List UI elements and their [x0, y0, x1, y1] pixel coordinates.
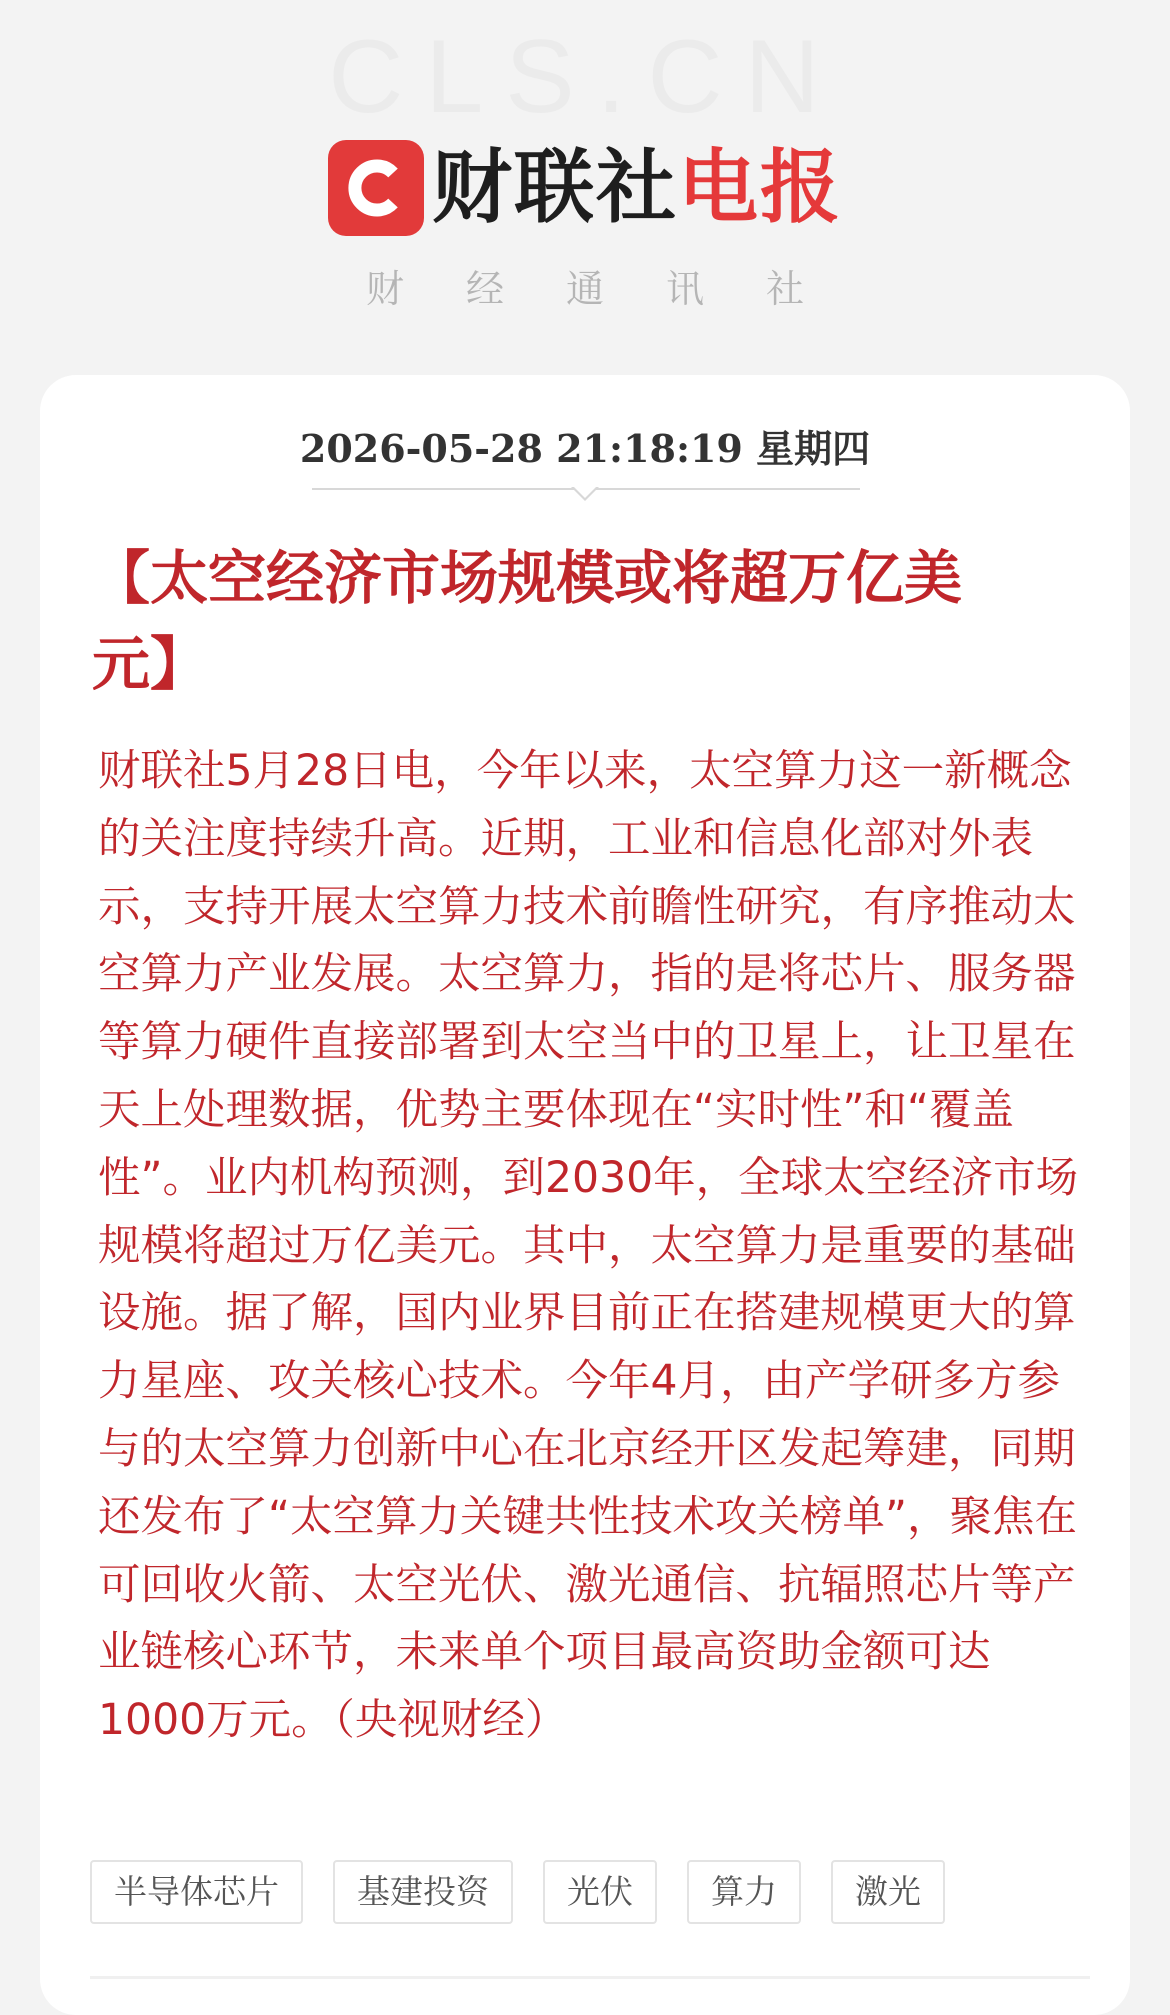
- tag-list: [90, 1860, 945, 1924]
- article-body: 财联社5月28日电，今年以来，太空算力这一新概念的关注度持续升高。近期，工业和信息化部对外表示，支持开展太空算力技术前瞻性研究，有序推动太空算力产业发展。太空算力，指的是将芯片、服务器等算力硬件直接部署到太空当中的卫星上，让卫星在天上处理数据，优势主要体现在“实时性”和“覆盖性”。业内机构预测，到2030年，全球太空经济市场规模将超过万亿美元。其中，太空算力是重要的基础设施。据了解，国内业界目前正在搭建规模更大的算力星座、攻关核心技术。今年4月，由产学研多方参与的太空算力创新中心在北京经开区发起筹建，同期还发布了“太空算力关键共性技术攻关榜单”，聚焦在可回收火箭、太空光伏、激光通信、抗辐照芯片等产业链核心环节，未来单个项目最高资助金额可达1000万元。（央视财经）: [98, 747, 1079, 1746]
- brand-telegraph: 电报: [678, 141, 842, 234]
- article-headline: 【太空经济市场规模或将超万亿美元】: [92, 544, 963, 698]
- brand-tagline: 财经通讯社: [365, 267, 866, 311]
- brand-name: 财联社: [432, 141, 678, 234]
- bottom-divider: [90, 1976, 1090, 1979]
- tag-laser[interactable]: 激光: [831, 1860, 945, 1924]
- tag-semiconductor-chips[interactable]: 半导体芯片: [90, 1860, 303, 1924]
- tag-infrastructure-investment[interactable]: 基建投资: [333, 1860, 513, 1924]
- watermark-text: CLS.CN: [328, 19, 842, 135]
- tag-computing-power[interactable]: 算力: [687, 1860, 801, 1924]
- article-datetime: 2026-05-28 21:18:19 星期四: [299, 426, 871, 471]
- tag-photovoltaic[interactable]: 光伏: [543, 1860, 657, 1924]
- cls-logo-icon: [328, 140, 424, 236]
- brand-logo: [0, 140, 1170, 236]
